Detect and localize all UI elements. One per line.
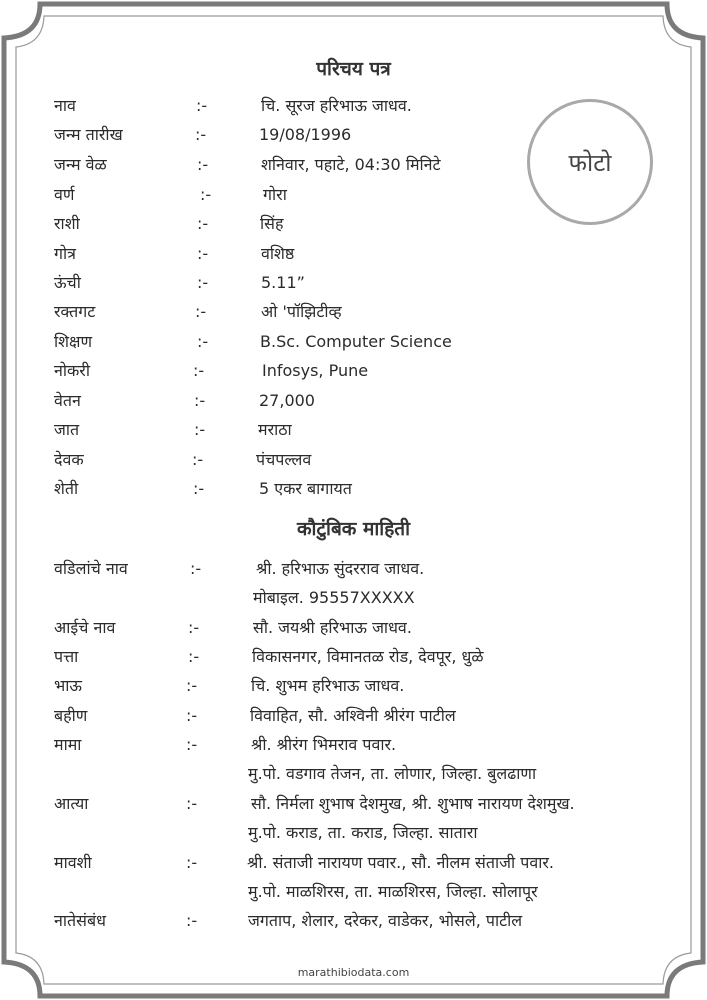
field-value: मोबाइल. 95557XXXXX	[253, 588, 415, 607]
field-separator: :-	[195, 302, 207, 321]
field-label: भाऊ	[54, 676, 82, 695]
field-separator: :-	[193, 361, 205, 380]
field-separator: :-	[197, 332, 209, 351]
field-separator: :-	[188, 647, 200, 666]
field-separator: :-	[186, 676, 198, 695]
field-separator: :-	[196, 96, 208, 115]
field-value: 19/08/1996	[259, 125, 352, 144]
field-value: 5.11”	[261, 273, 305, 292]
field-separator: :-	[186, 911, 198, 930]
field-label: शेती	[54, 479, 79, 498]
field-label: देवक	[54, 450, 84, 469]
field-label: जात	[54, 420, 80, 439]
field-value: शनिवार, पहाटे, 04:30 मिनिटे	[261, 155, 441, 174]
field-label: आईचे नाव	[54, 618, 116, 637]
field-separator: :-	[186, 794, 198, 813]
field-separator: :-	[197, 155, 209, 174]
photo-placeholder	[527, 99, 653, 225]
field-label: मावशी	[54, 853, 92, 872]
field-value: ओ 'पॉझिटीव्ह	[261, 302, 342, 321]
field-label: शिक्षण	[54, 332, 93, 351]
field-value: वशिष्ठ	[261, 244, 295, 263]
field-value: 5 एकर बागायत	[259, 479, 352, 498]
field-value: श्री. संताजी नारायण पवार., सौ. नीलम संताजी पवार.	[247, 853, 554, 872]
field-value: सौ. जयश्री हरिभाऊ जाधव.	[253, 618, 412, 637]
footer-website: marathibiodata.com	[297, 966, 410, 979]
field-separator: :-	[193, 479, 205, 498]
field-label: जन्म वेळ	[54, 155, 107, 174]
field-value: गोरा	[263, 185, 287, 204]
field-separator: :-	[200, 185, 212, 204]
field-label: नातेसंबंध	[54, 911, 106, 930]
field-label: ऊंची	[54, 273, 81, 292]
field-separator: :-	[197, 244, 209, 263]
field-separator: :-	[197, 214, 209, 233]
field-value: Infosys, Pune	[262, 361, 369, 380]
field-value: श्री. हरिभाऊ सुंदरराव जाधव.	[256, 559, 425, 578]
field-value: चि. सूरज हरिभाऊ जाधव.	[261, 96, 412, 115]
field-separator: :-	[190, 559, 202, 578]
field-separator: :-	[197, 273, 209, 292]
field-label: नोकरी	[54, 361, 91, 380]
field-separator: :-	[186, 853, 198, 872]
field-label: गोत्र	[54, 244, 76, 263]
field-value: चि. शुभम हरिभाऊ जाधव.	[251, 676, 405, 695]
field-value: मराठा	[258, 420, 292, 439]
field-separator: :-	[194, 420, 206, 439]
field-value: विकासनगर, विमानतळ रोड, देवपूर, धुळे	[252, 647, 484, 666]
field-value: सिंह	[260, 214, 284, 233]
field-value: सौ. निर्मला शुभाष देशमुख, श्री. शुभाष नारायण देशमुख.	[251, 794, 575, 813]
field-label: आत्या	[54, 794, 89, 813]
field-separator: :-	[195, 125, 207, 144]
field-separator: :-	[186, 735, 198, 754]
field-value: श्री. श्रीरंग भिमराव पवार.	[251, 735, 397, 754]
field-separator: :-	[194, 391, 206, 410]
field-label: वर्ण	[54, 185, 75, 204]
field-value: 27,000	[259, 391, 315, 410]
family-section-title: कौटुंबिक माहिती	[296, 518, 411, 540]
field-value: जगताप, शेलार, दरेकर, वाडेकर, भोसले, पाटील	[248, 911, 523, 930]
photo-label: फोटो	[568, 148, 612, 177]
field-label: पत्ता	[54, 647, 79, 666]
field-separator: :-	[192, 450, 204, 469]
field-value: मु.पो. वडगाव तेजन, ता. लोणार, जिल्हा. बुलढाणा	[248, 764, 537, 783]
field-value: मु.पो. माळशिरस, ता. माळशिरस, जिल्हा. सोलापूर	[248, 882, 538, 901]
page-title: परिचय पत्र	[316, 58, 391, 80]
field-label: रक्तगट	[54, 302, 96, 321]
field-label: बहीण	[54, 706, 88, 725]
field-separator: :-	[188, 618, 200, 637]
field-value: विवाहित, सौ. अश्विनी श्रीरंग पाटील	[250, 706, 456, 725]
field-label: नाव	[54, 96, 76, 115]
field-label: वडिलांचे नाव	[54, 559, 128, 578]
field-label: मामा	[54, 735, 82, 754]
field-value: मु.पो. कराड, ता. कराड, जिल्हा. सातारा	[248, 823, 478, 842]
field-separator: :-	[186, 706, 198, 725]
field-value: पंचपल्लव	[256, 450, 312, 469]
field-label: जन्म तारीख	[54, 125, 123, 144]
field-value: B.Sc. Computer Science	[260, 332, 452, 351]
field-label: राशी	[54, 214, 80, 233]
field-label: वेतन	[54, 391, 81, 410]
